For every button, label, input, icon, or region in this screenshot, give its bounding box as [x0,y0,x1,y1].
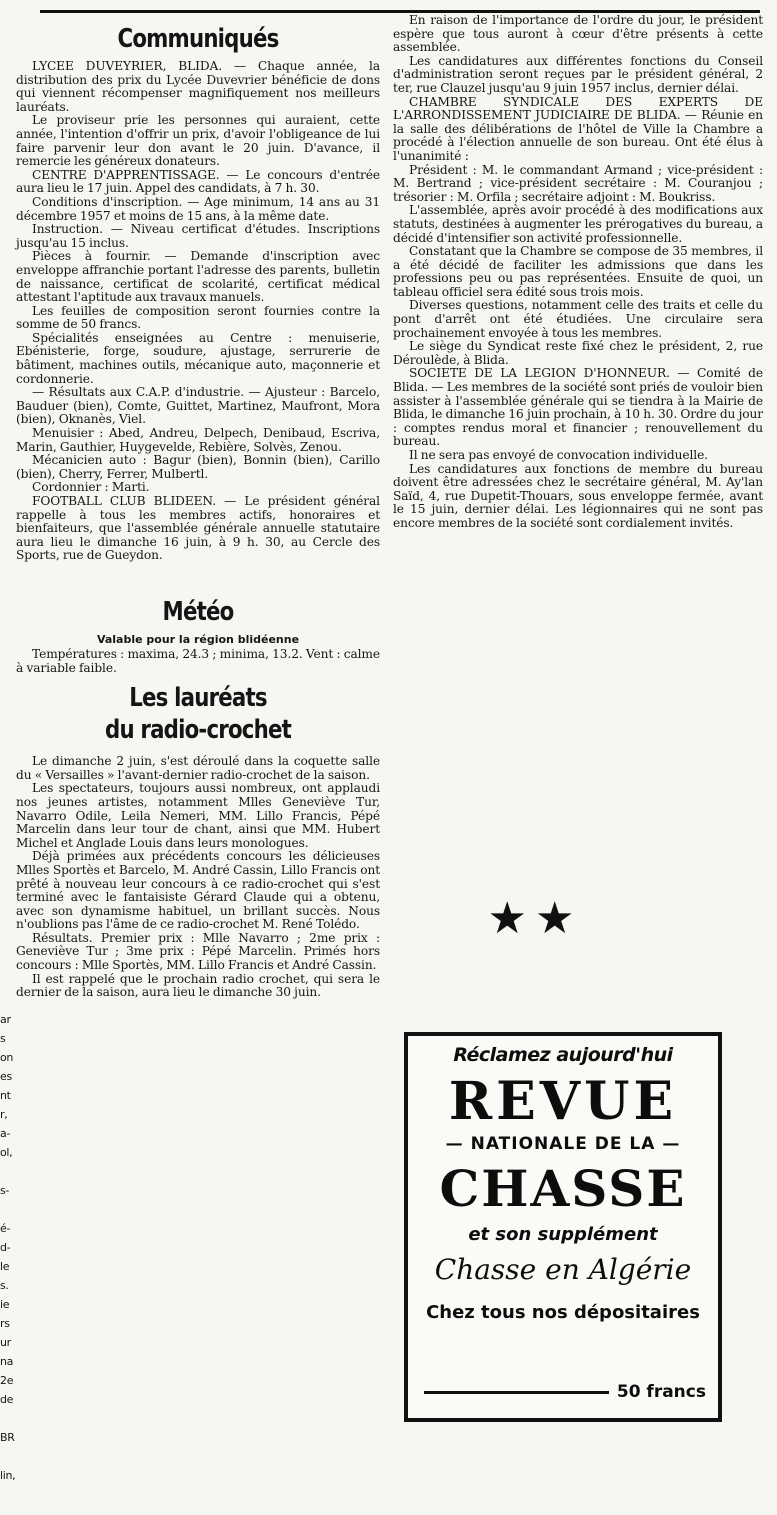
gutter-fragment: d- [0,1241,11,1254]
paragraph: En raison de l'importance de l'ordre du jour, le président espère que tous auront à cœur d'être présents à cette assemblée. [393,13,763,55]
ad-price-row [424,1382,706,1402]
gutter-fragment: es [0,1070,12,1083]
gutter-fragment: BR [0,1431,15,1444]
paragraph: LYCEE DUVEYRIER, BLIDA. — Chaque année, la distribution des prix du Lycée Duvevrier bénéficie de dons qui viennent récompenser magnifiquement nos meilleurs lauréats. [16,59,380,114]
gutter-fragment: ol, [0,1146,13,1159]
gutter-fragment: a- [0,1127,11,1140]
paragraph: Président : M. le commandant Armand ; vice-président : M. Bertrand ; vice-président secrétaire : M. Couranjou ; trésorier : M. Orfila ; secrétaire adjoint : M. Boukriss. [393,162,763,204]
column-right-body [393,14,763,531]
column-right [393,14,763,531]
ad-price-rule [424,1391,609,1394]
adjacent-column-fragment [0,1010,16,1482]
top-rule [40,0,760,13]
paragraph: Pièces à fournir. — Demande d'inscription avec enveloppe affranchie portant l'adresse des parents, bulletin de naissance, certificat de scolarité, certificat médical attestant l'aptitude aux travaux manuels. [16,249,380,305]
gutter-fragment [0,1200,14,1219]
gutter-fragment: rs [0,1317,10,1330]
paragraph: Spécialités enseignées au Centre : menuiserie, Ebénisterie, forge, soudure, ajustage, serrurerie de bâtiment, machines outils, mécanique auto, maçonnerie et cordonnerie. [16,330,380,386]
paragraph: CENTRE D'APPRENTISSAGE. — Le concours d'entrée aura lieu le 17 juin. Appel des candidats, à 7 h. 30. [16,167,380,196]
gutter-fragment: s. [0,1279,9,1292]
paragraph: Les candidatures aux fonctions de membre du bureau doivent être adressées chez le secrétaire général, M. Ay'lan Saïd, 4, rue Dupetit-Thouars, sous enveloppe fermée, avant le 15 juin, dernier délai. Les légionnaires qui ne sont pas encore membres de la société sont cordialement invités. [393,461,763,530]
gutter-fragment: s [0,1032,6,1045]
communiques-body [16,60,380,563]
gutter-fragment: lin, [0,1469,16,1482]
gutter-fragment: le [0,1260,10,1273]
ad-line-nationale: — NATIONALE DE LA — [445,1134,681,1154]
gutter-fragment [0,1162,14,1181]
paragraph: Les candidatures aux différentes fonctions du Conseil d'administration seront reçues par le président général, 2 ter, rue Clauzel jusqu'au 9 juin 1957 inclus, dernier délai. [393,53,763,95]
star-ornament: ★★ [487,893,583,944]
paragraph: SOCIETE DE LA LEGION D'HONNEUR. — Comité de Blida. — Les membres de la société sont priés de vouloir bien assister à l'assemblée générale qui se tiendra à la Mairie de Blida, le dimanche 16 juin prochain, à 10 h. 30. Ordre du jour : comptes rendus moral et financier ; renouvellement du bureau. [393,366,763,449]
ad-line-supplement: et son supplément [468,1224,658,1245]
ad-line-depositaires: Chez tous nos dépositaires [426,1302,700,1323]
paragraph: Le dimanche 2 juin, s'est déroulé dans la coquette salle du « Versailles » l'avant-dernier radio-crochet de la saison. [16,754,380,782]
gutter-fragment [0,1447,14,1466]
paragraph: Menuisier : Abed, Andreu, Delpech, Denibaud, Escriva, Marin, Gauthier, Huygevelde, Rebière, Solvès, Zenou. [16,426,380,454]
paragraph: Constatant que la Chambre se compose de 35 membres, il a été décidé de faciliter les admissions que dans les professions peu ou pas représentées. Ensuite de quoi, un tableau officiel sera édité sous trois mois. [393,244,763,299]
ad-line-reclamez: Réclamez aujourd'hui [453,1044,673,1066]
laureats-heading-line1: Les lauréats [129,683,267,714]
gutter-fragment: 2e [0,1374,14,1387]
meteo-heading: Météo [162,596,234,627]
paragraph: Le siège du Syndicat reste fixé chez le président, 2, rue Déroulède, à Blida. [393,339,763,367]
gutter-fragment [0,1409,14,1428]
gutter-fragment: ar [0,1013,11,1026]
gutter-fragment: de [0,1393,14,1406]
gutter-fragment: r, [0,1108,8,1121]
paragraph: L'assemblée, après avoir procédé à des modifications aux statuts, destinées à augmenter les prérogatives du bureau, a décidé d'intensifier son activité professionnelle. [393,203,763,245]
column-left [16,14,380,1000]
paragraph: Instruction. — Niveau certificat d'études. Inscriptions jusqu'au 15 inclus. [16,222,380,250]
paragraph: FOOTBALL CLUB BLIDEEN. — Le président général rappelle à tous les membres actifs, honoraires et bienfaiteurs, que l'assemblée générale annuelle statutaire aura lieu le dimanche 16 juin, à 9 h. 30, au Cercle des Sports, rue de Gueydon. [16,494,380,563]
gutter-fragment: on [0,1051,14,1064]
advertisement-revue-chasse [404,1032,722,1422]
ad-line-revue: REVUE [448,1071,678,1132]
paragraph: Conditions d'inscription. — Age minimum, 14 ans au 31 décembre 1957 et moins de 15 ans, à la même date. [16,194,380,223]
gutter-fragment: na [0,1355,14,1368]
paragraph: Résultats. Premier prix : Mlle Navarro ; 2me prix : Geneviève Tur ; 3me prix : Pépé Marcelin. Primés hors concours : Mlle Sportès, MM. Lillo Francis et André Cassin. [16,930,380,973]
paragraph: Les feuilles de composition seront fournies contre la somme de 50 francs. [16,303,380,332]
gutter-fragment: é- [0,1222,11,1235]
gutter-fragment: ur [0,1336,11,1349]
paragraph: Le proviseur prie les personnes qui auraient, cette année, l'intention d'offrir un prix, d'avoir l'obligeance de lui faire parvenir leur don avant le 20 juin. D'avance, il remercie les généreux donateurs. [16,113,380,169]
communiques-heading: Communiqués [117,24,279,54]
meteo-region: Valable pour la région blidéenne [96,632,300,646]
paragraph: Mécanicien auto : Bagur (bien), Bonnin (bien), Carillo (bien), Cherry, Ferrer, Mulbertl. [16,453,380,481]
paragraph: Il est rappelé que le prochain radio crochet, qui sera le dernier de la saison, aura lieu le dimanche 30 juin. [16,971,380,1000]
ad-line-chasse-algerie: Chasse en Algérie [434,1253,692,1286]
paragraph: Les spectateurs, toujours aussi nombreux, ont applaudi nos jeunes artistes, notamment Mlles Geneviève Tur, Navarro Odile, Leila Nemeri, MM. Lillo Francis, Pépé Marcelin dans leur tour de chant, ainsi que MM. Hubert Michel et Anglade Louis dans leurs monologues. [16,781,380,850]
laureats-heading-line2: du radio-crochet [105,715,291,746]
laureats-body [16,755,380,1000]
gutter-fragment: s- [0,1184,10,1197]
paragraph: — Résultats aux C.A.P. d'industrie. — Ajusteur : Barcelo, Bauduer (bien), Comte, Guittet, Martinez, Maufront, Mora (bien), Oknanès, Viel. [16,385,380,427]
meteo-text: Températures : maxima, 24.3 ; minima, 13.2. Vent : calme à variable faible. [16,646,380,675]
ad-line-chasse: CHASSE [439,1159,687,1218]
paragraph: CHAMBRE SYNDICALE DES EXPERTS DE L'ARRONDISSEMENT JUDICIAIRE DE BLIDA. — Réunie en la salle des délibérations de l'hôtel de Ville la Chambre a procédé à l'élection annuelle de son bureau. Ont été élus à l'unanimité : [393,94,763,163]
paragraph: Déjà primées aux précédents concours les délicieuses Mlles Sportès et Barcelo, M. André Cassin, Lillo Francis ont prêté à nouveau leur concours à ce radio-crochet qui s'est terminé avec le fantaisiste Gérard Claude qui a obtenu, avec son dynamisme habituel, un brillant succès. Nous n'oublions pas l'âme de ce radio-crochet M. René Tolédo. [16,849,380,932]
gutter-fragment: nt [0,1089,11,1102]
gutter-fragment: ie [0,1298,10,1311]
ad-price: 50 francs [616,1382,706,1402]
paragraph: Il ne sera pas envoyé de convocation individuelle. [409,448,708,462]
paragraph: Diverses questions, notamment celle des traits et celle du pont d'arrêt ont été étudiées. Une circulaire sera prochainement envoyée à tous les membres. [393,298,763,340]
paragraph: Cordonnier : Marti. [32,480,150,495]
